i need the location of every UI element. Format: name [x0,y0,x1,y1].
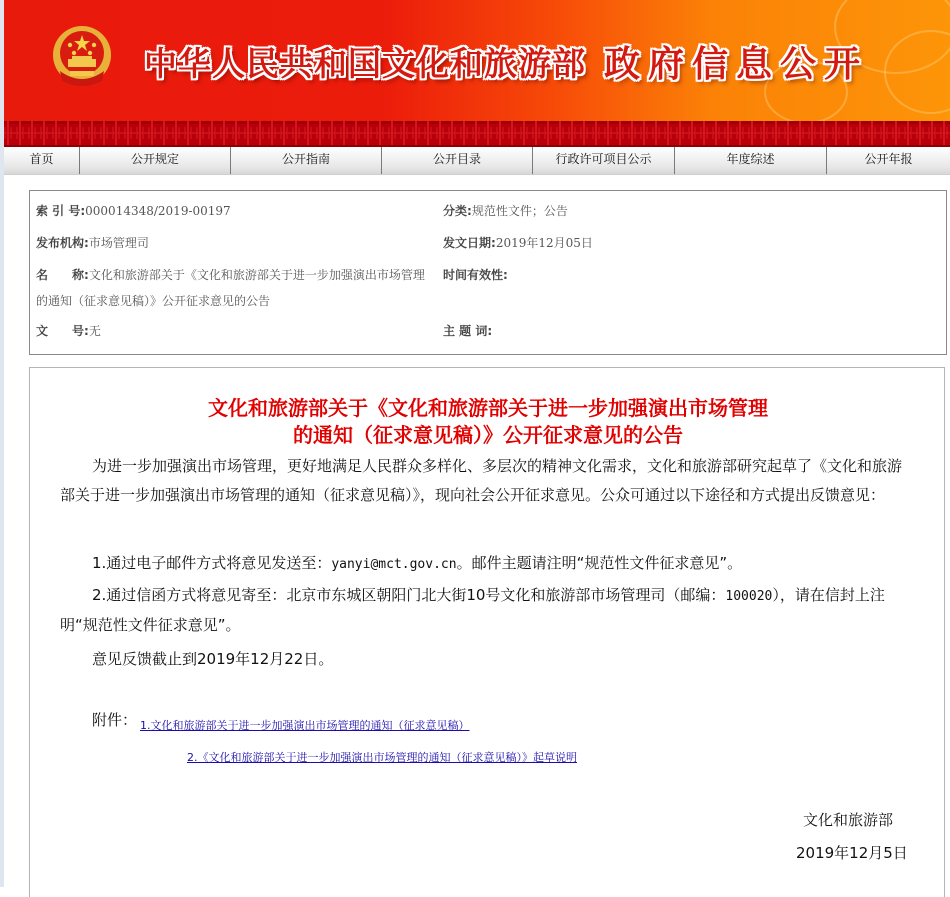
main-nav [4,147,950,175]
feedback-method-email [60,549,912,579]
meta-label: 索 引 号: [36,204,86,218]
meta-issue-date [443,230,593,256]
nav-item-admin-license[interactable]: 行政许可项目公示 [533,147,675,174]
mail-method-note: ），请在信封上注明“规范性文件征求意见”。 [60,586,885,634]
meta-validity [443,262,508,288]
meta-label: 发布机构: [36,236,89,250]
meta-value: 文化和旅游部关于《文化和旅游部关于进一步加强演出市场管理的通知（征求意见稿）》公开征求意见的公告 [36,268,425,308]
nav-item-disclosure-guide[interactable]: 公开指南 [231,147,382,174]
document-metadata [29,190,947,355]
meta-name [36,262,436,314]
attachment-link-2[interactable]: 2.《文化和旅游部关于进一步加强演出市场管理的通知（征求意见稿）》起草说明 [187,751,577,764]
feedback-deadline: 意见反馈截止到2019年12月22日。 [92,650,334,668]
feedback-email[interactable]: yanyi@mct.gov.cn [331,557,457,572]
article-title [30,395,946,449]
article-title-line-1: 文化和旅游部关于《文化和旅游部关于进一步加强演出市场管理 [208,396,768,420]
meta-value: 2019年12月05日 [495,236,593,250]
nav-item-home[interactable]: 首页 [4,147,80,174]
meta-category [443,198,568,224]
email-method-text: 1.通过电子邮件方式将意见发送至： [92,554,332,572]
meta-label: 分类: [443,204,472,218]
meta-index-no [36,198,231,224]
meta-label: 时间有效性: [443,268,508,282]
article-body [29,367,945,897]
meta-value: 市场管理司 [88,236,149,250]
nav-item-disclosure-catalog[interactable]: 公开目录 [382,147,533,174]
meta-value: 规范性文件；公告 [471,204,568,218]
article-intro: 为进一步加强演出市场管理，更好地满足人民群众多样化、多层次的精神文化需求，文化和旅游部研究起草了《文化和旅游部关于进一步加强演出市场管理的通知（征求意见稿）》，现向社会公开征求意见。公众可通过以下途径和方式提出反馈意见： [60,457,903,504]
fret-border-decoration [4,121,950,147]
meta-label: 主 题 词: [443,324,493,338]
article-title-line-2: 的通知（征求意见稿）》公开征求意见的公告 [293,423,683,447]
site-subtitle: 政府信息公开 [604,43,869,85]
signature-org: 文化和旅游部 [803,811,894,829]
site-banner [4,0,950,121]
feedback-method-mail [60,581,912,640]
meta-keywords [443,318,492,344]
nav-item-annual-report[interactable]: 公开年报 [864,152,913,166]
attachments-label: 附件： [92,711,138,729]
attachment-link-1[interactable]: 1.文化和旅游部关于进一步加强演出市场管理的通知（征求意见稿） [140,719,470,732]
meta-publisher [36,230,149,256]
meta-label: 名 称: [36,268,89,282]
site-title: 中华人民共和国文化和旅游部 [144,44,586,83]
nav-item-disclosure-rules[interactable]: 公开规定 [80,147,231,174]
signature-date: 2019年12月5日 [796,844,908,862]
meta-value: 000014348/2019-00197 [85,204,231,218]
email-method-note: 。邮件主题请注明“规范性文件征求意见”。 [456,554,743,572]
meta-value: 无 [88,324,101,338]
nav-item-annual-summary[interactable]: 年度综述 [675,147,827,174]
national-emblem-icon [50,25,114,89]
meta-doc-no [36,318,101,344]
meta-label: 文 号: [36,324,89,338]
meta-label: 发文日期: [443,236,496,250]
mail-method-text: 2.通过信函方式将意见寄至：北京市东城区朝阳门北大街10号文化和旅游部市场管理司（邮编： [92,586,726,604]
postal-code: 100020 [725,589,773,604]
